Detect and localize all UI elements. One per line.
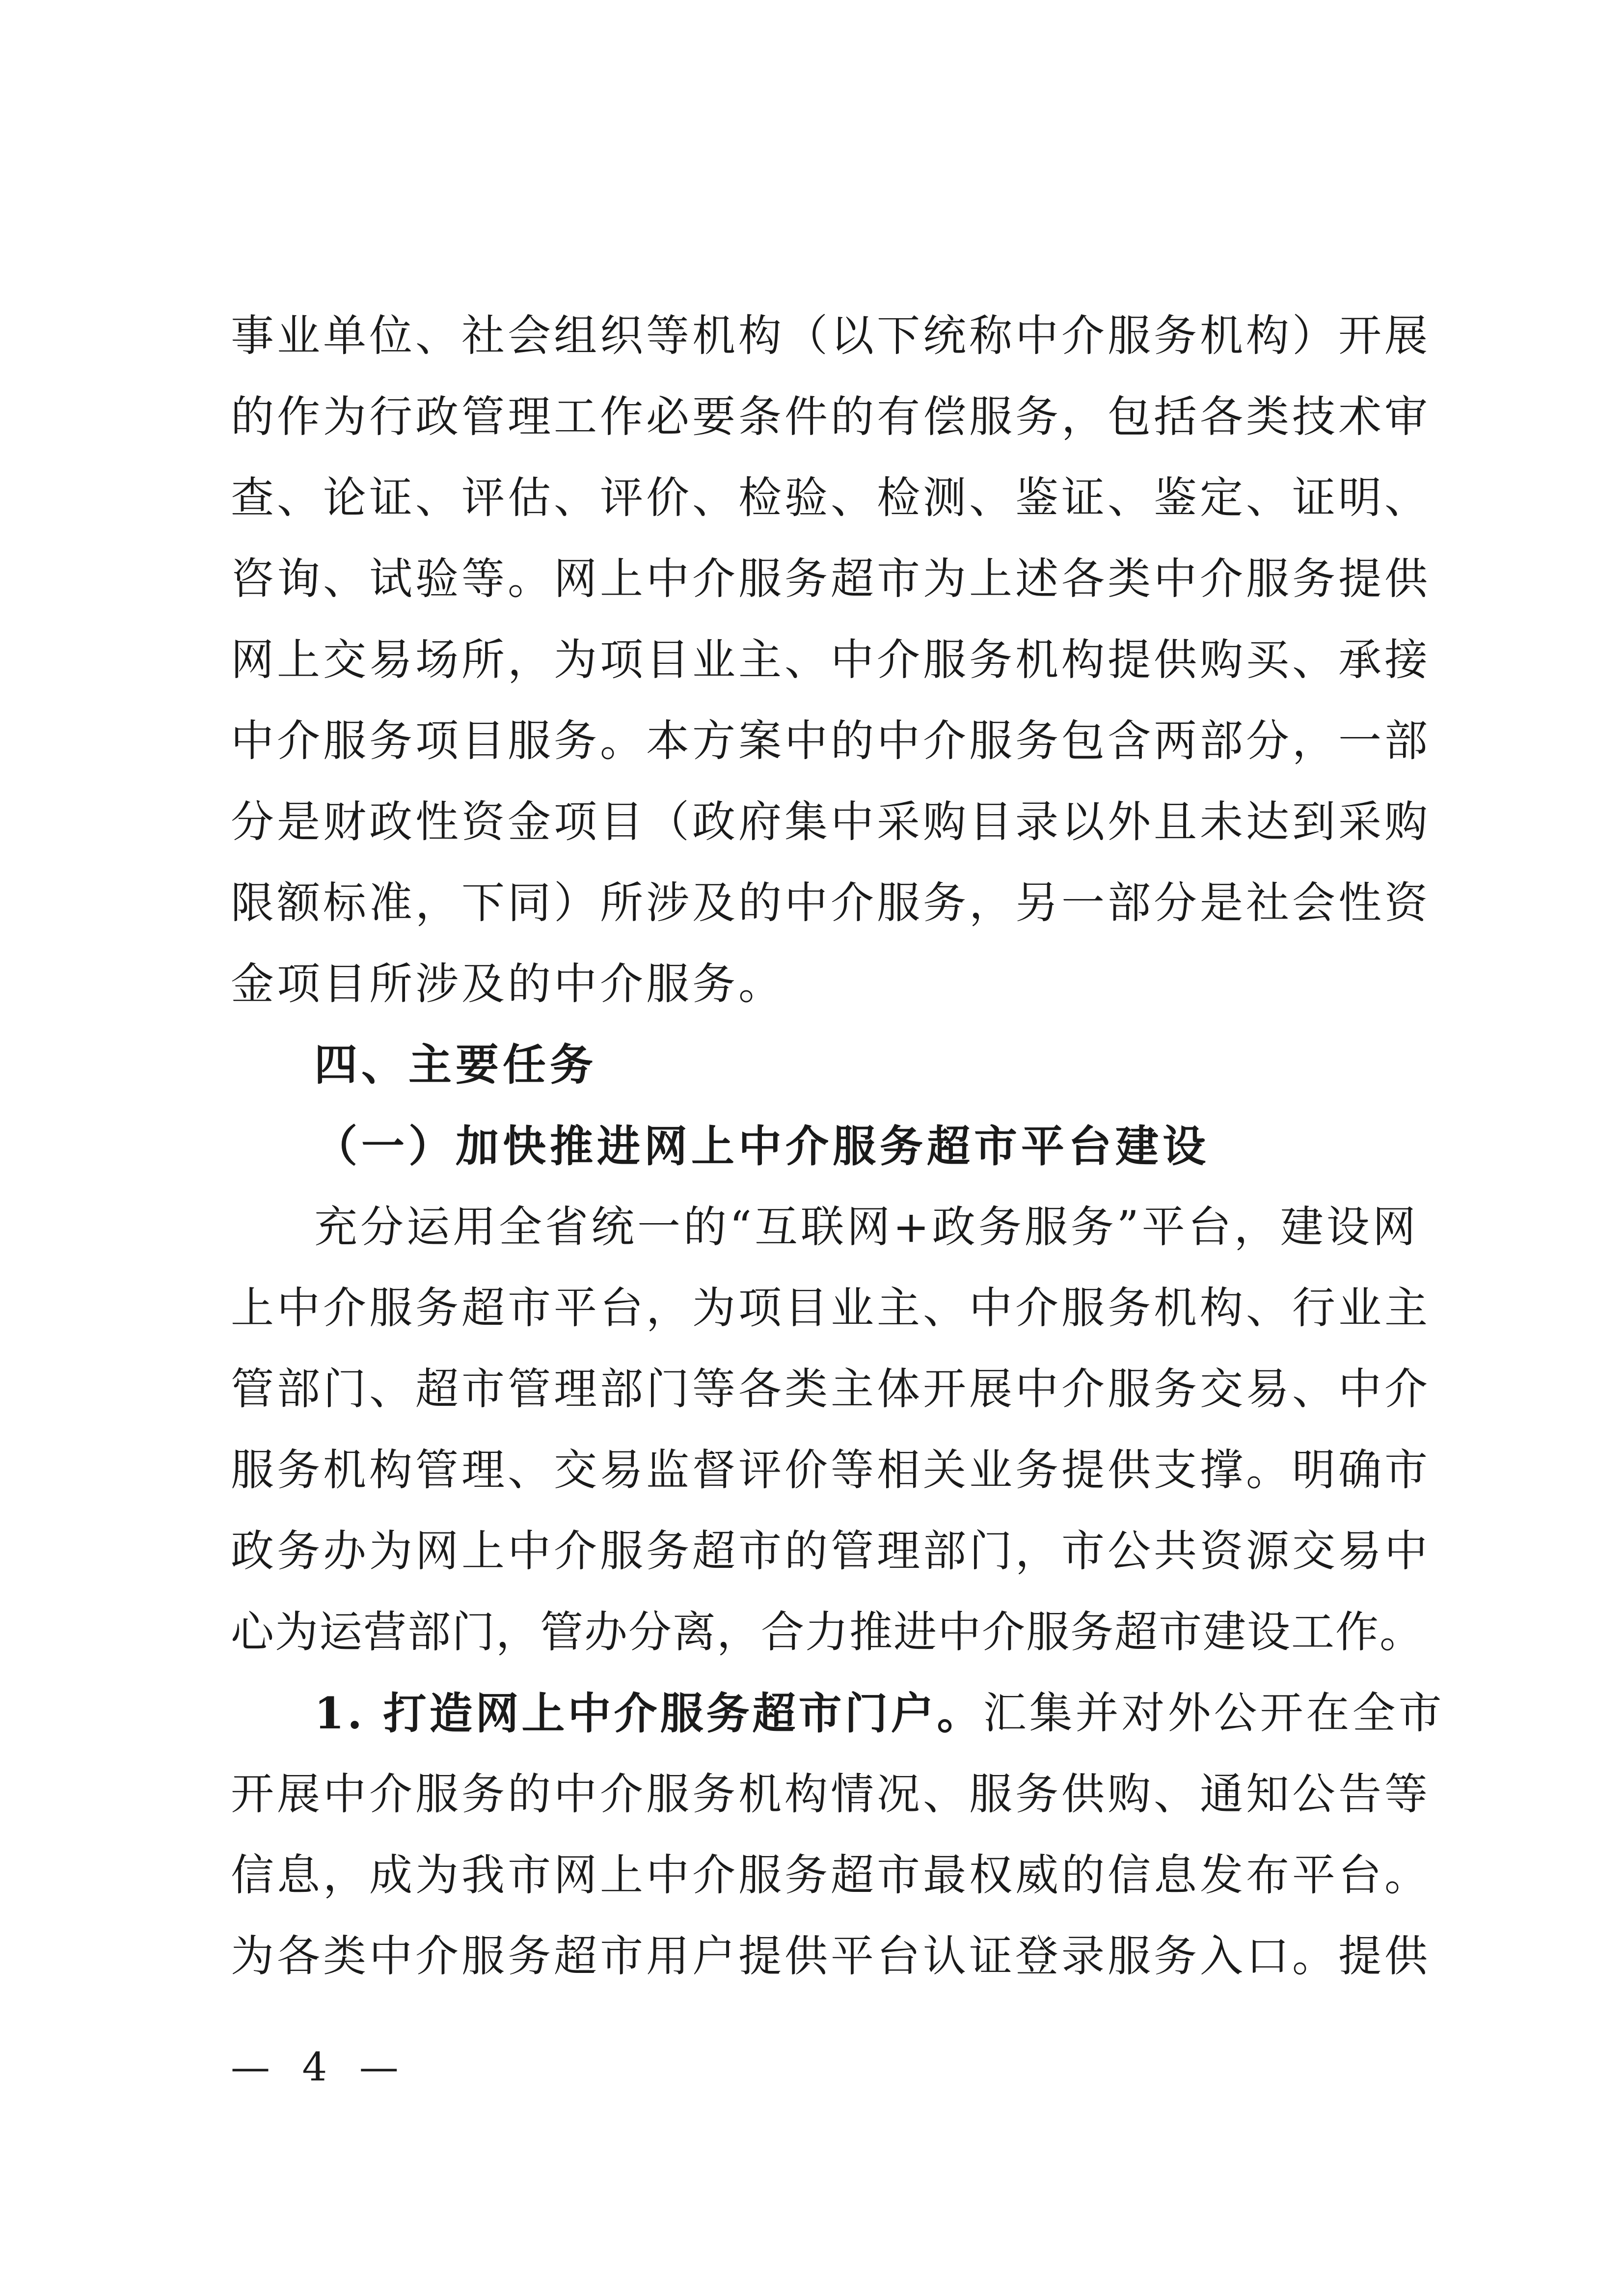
paragraph-3-lead-rest: 汇集并对外公开在全市 bbox=[983, 1688, 1445, 1738]
paragraph-1-line-1: 事业单位、社会组织等机构（以下统称中介服务机构）开展 bbox=[231, 310, 1431, 361]
paragraph-2-line-2: 上中介服务超市平台，为项目业主、中介服务机构、行业主 bbox=[231, 1283, 1431, 1333]
paragraph-1-line-9: 金项目所涉及的中介服务。 bbox=[231, 958, 785, 1009]
paragraph-1-line-4: 咨询、试验等。网上中介服务超市为上述各类中介服务提供 bbox=[231, 553, 1431, 604]
subsection-heading: （一）加快推进网上中介服务超市平台建设 bbox=[314, 1121, 1210, 1172]
paragraph-1-line-8: 限额标准，下同）所涉及的中介服务，另一部分是社会性资 bbox=[231, 877, 1431, 928]
paragraph-3-line-3: 信息，成为我市网上中介服务超市最权威的信息发布平台。 bbox=[231, 1850, 1431, 1900]
paragraph-1-line-6: 中介服务项目服务。本方案中的中介服务包含两部分，一部 bbox=[231, 715, 1431, 766]
page-number: — 4 — bbox=[231, 2044, 408, 2090]
section-heading: 四、主要任务 bbox=[314, 1039, 597, 1090]
paragraph-2-line-3: 管部门、超市管理部门等各类主体开展中介服务交易、中介 bbox=[231, 1364, 1431, 1414]
paragraph-1-line-3: 查、论证、评估、评价、检验、检测、鉴证、鉴定、证明、 bbox=[231, 472, 1431, 523]
paragraph-3-line-1 bbox=[314, 1688, 1445, 1739]
paragraph-1-line-7: 分是财政性资金项目（政府集中采购目录以外且未达到采购 bbox=[231, 796, 1431, 847]
paragraph-2-line-1: 充分运用全省统一的“互联网+政务服务”平台，建设网 bbox=[314, 1202, 1419, 1252]
paragraph-1-line-5: 网上交易场所，为项目业主、中介服务机构提供购买、承接 bbox=[231, 634, 1431, 685]
paragraph-3-lead-bold: 1. 打造网上中介服务超市门户。 bbox=[314, 1688, 983, 1739]
paragraph-1-line-2: 的作为行政管理工作必要条件的有偿服务，包括各类技术审 bbox=[231, 391, 1431, 442]
paragraph-2-line-5: 政务办为网上中介服务超市的管理部门，市公共资源交易中 bbox=[231, 1526, 1431, 1576]
paragraph-3-line-2: 开展中介服务的中介服务机构情况、服务供购、通知公告等 bbox=[231, 1769, 1431, 1819]
paragraph-3-line-4: 为各类中介服务超市用户提供平台认证登录服务入口。提供 bbox=[231, 1931, 1431, 1981]
paragraph-2-line-4: 服务机构管理、交易监督评价等相关业务提供支撑。明确市 bbox=[231, 1445, 1431, 1495]
paragraph-2-line-6: 心为运营部门，管办分离，合力推进中介服务超市建设工作。 bbox=[231, 1607, 1424, 1657]
